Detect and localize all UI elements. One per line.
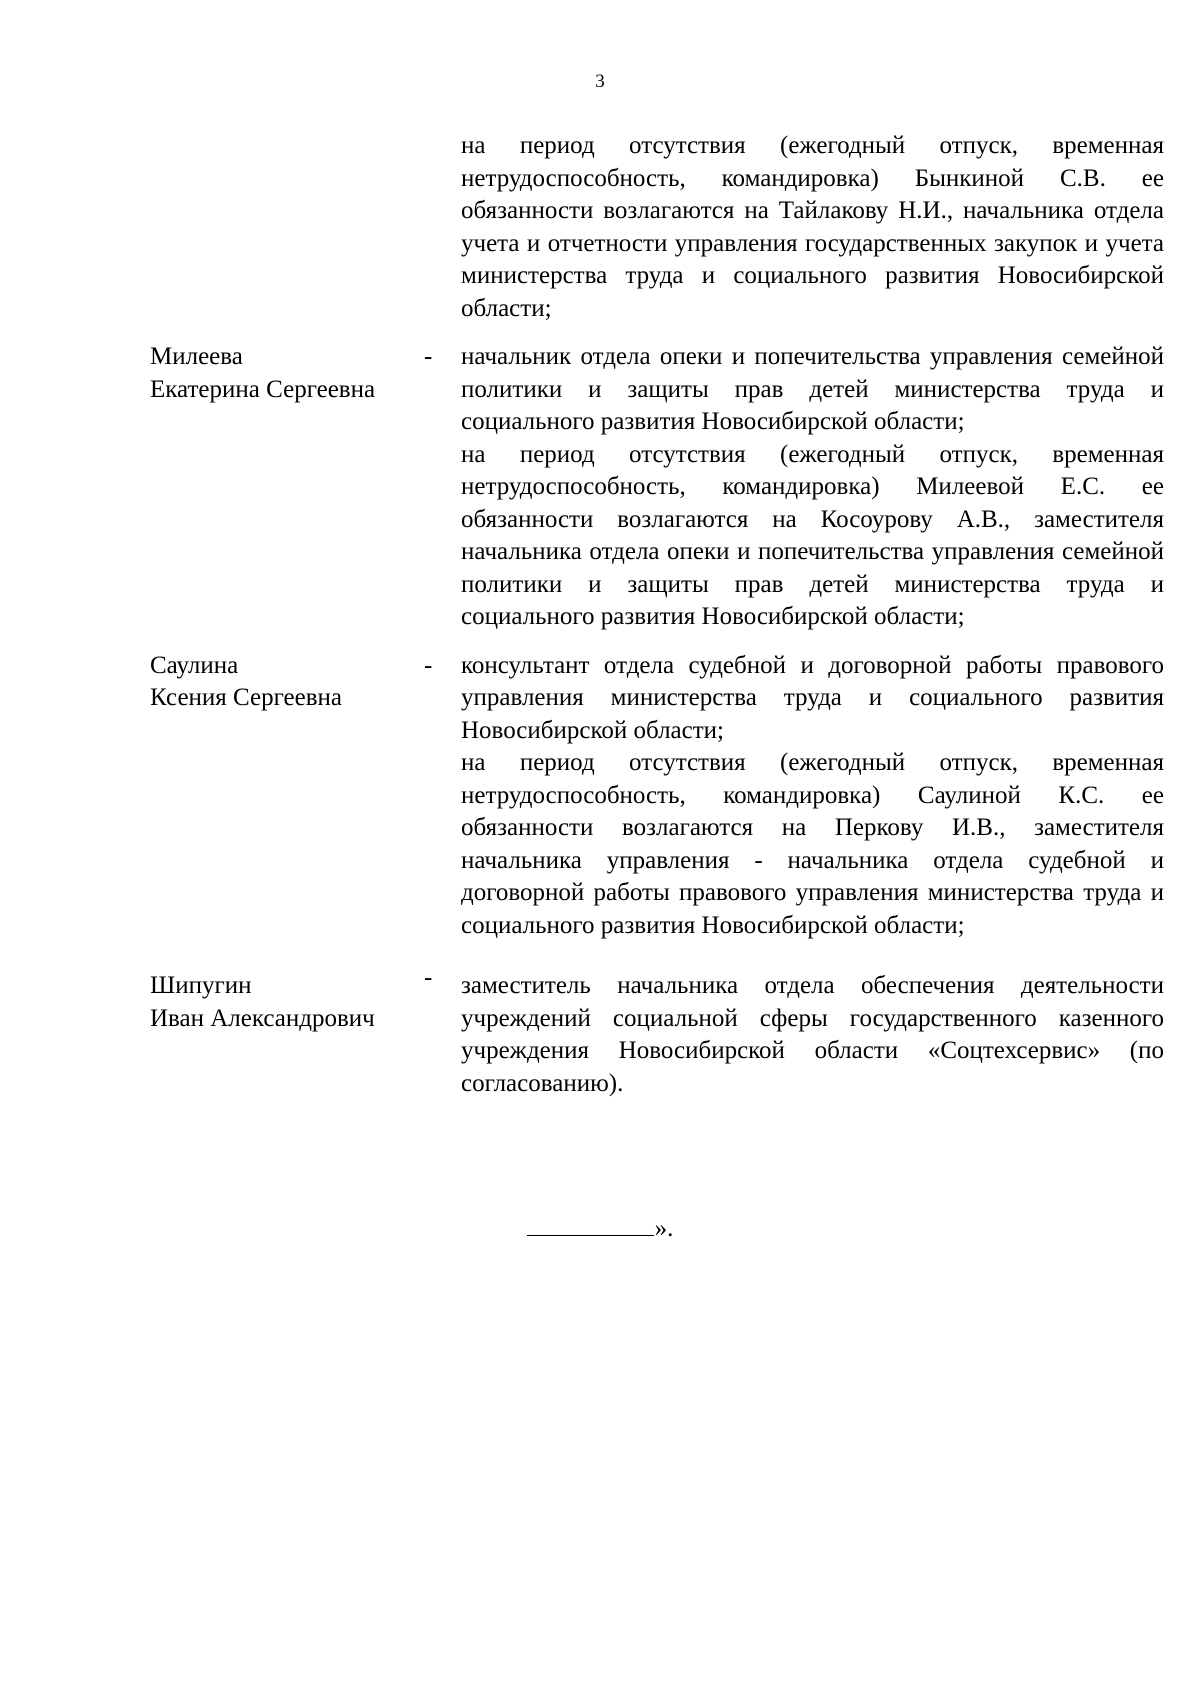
separator-dash: - (424, 651, 433, 679)
member-given-names: Екатерина Сергеевна (150, 375, 376, 403)
continuation-text: на период отсутствия (ежегодный отпуск, временная нетрудоспособность, командировка) Бынкиной С.В. ее обязанности возлагаются на Тайлакову Н.И., начальника отдела учета и отчетности управления государственных закупок и учета министерства труда и социального развития Новосибирской области; (461, 132, 1164, 322)
member-entry-shipugin (0, 964, 1200, 1100)
member-entry-saulina (0, 650, 1200, 943)
closing-underline (527, 1209, 654, 1236)
member-name (150, 341, 420, 406)
page-number: 3 (595, 71, 605, 92)
member-description (461, 341, 1164, 634)
member-position: консультант отдела судебной и договорной работы правового управления министерства труда и социального развития Новосибирской области; (461, 651, 1164, 744)
member-position: начальник отдела опеки и попечительства управления семейной политики и защиты прав детей министерства труда и социального развития Новосибирской области; (461, 343, 1164, 435)
member-position: заместитель начальника отдела обеспечения деятельности учреждений социальной сферы государственного казенного учреждения Новосибирской области «Соцтехсервис» (по согласованию). (461, 972, 1164, 1097)
member-name (150, 970, 420, 1035)
separator-dash: - (424, 964, 433, 991)
member-given-names: Ксения Сергеевна (150, 684, 343, 711)
continuation-description (461, 130, 1164, 325)
member-substitute: на период отсутствия (ежегодный отпуск, временная нетрудоспособность, командировка) Саулиной К.С. ее обязанности возлагаются на Перкову И.В., заместителя начальника управления - начальника отдела судебной и договорной работы правового управления министерства труда и социального развития Новосибирской области; (461, 749, 1164, 939)
closing-quote: ». (654, 1215, 674, 1242)
member-description (461, 650, 1164, 943)
member-description (461, 970, 1164, 1100)
member-surname: Шипугин (150, 972, 252, 999)
separator-dash: - (424, 343, 433, 370)
member-entry-mileeva (0, 341, 1200, 634)
closing-mark (0, 1209, 1200, 1246)
member-given-names: Иван Александрович (150, 1004, 375, 1032)
member-surname: Саулина (150, 651, 239, 679)
member-name (150, 650, 420, 715)
continuation-entry (0, 130, 1200, 325)
member-substitute: на период отсутствия (ежегодный отпуск, временная нетрудоспособность, командировка) Милеевой Е.С. ее обязанности возлагаются на Косоурову А.В., заместителя начальника отдела опеки и попечительства управления семейной политики и защиты прав детей министерства труда и социального развития Новосибирской области; (461, 440, 1164, 630)
document-body (0, 130, 1200, 1100)
member-surname: Милеева (150, 343, 243, 370)
